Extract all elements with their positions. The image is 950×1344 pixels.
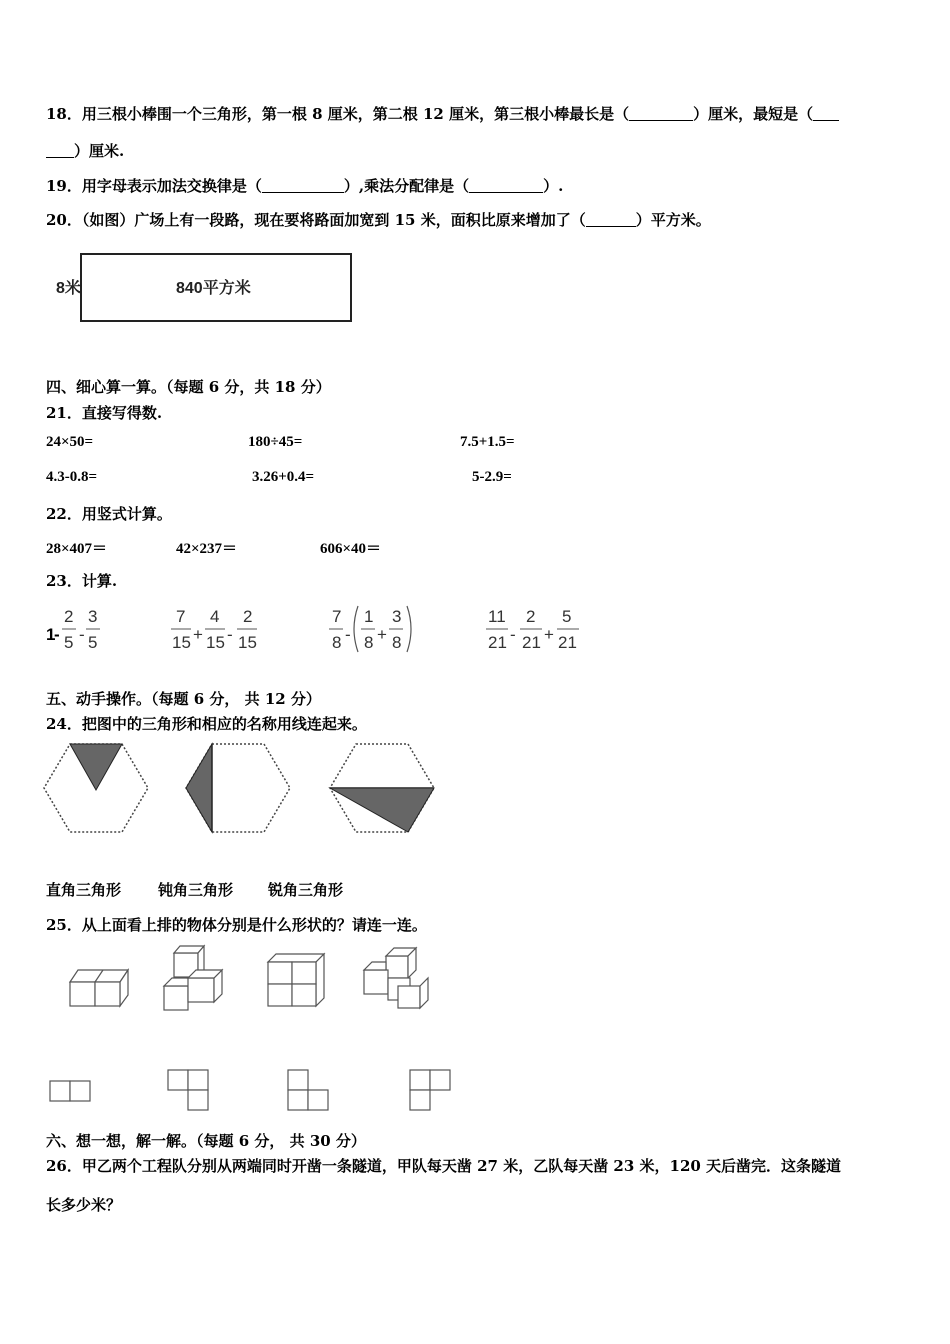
e1-f1-den: 5 [64, 633, 74, 652]
q20-text: 20．（如图）广场上有一段路，现在要将路面加宽到 15 米，面积比原来增加了（ [46, 211, 586, 229]
e3-f1-num: 7 [332, 607, 342, 626]
q18-text-end: ）厘米. [74, 142, 125, 160]
triangle-name-obtuse[interactable]: 钝角三角形 [158, 881, 234, 899]
e3-f3-num: 3 [392, 607, 402, 626]
q19-text-end: ）. [543, 177, 564, 195]
q21-item-2: 180÷45= [248, 434, 303, 450]
q22-item-3: 606×40＝ [320, 541, 382, 557]
q21-item-3: 7.5+1.5= [460, 434, 515, 450]
e3-f2-num: 1 [364, 607, 374, 626]
e3-op1: - [345, 625, 351, 644]
question-26-line1: 26．甲乙两个工程队分别从两端同时开凿一条隧道，甲队每天凿 27 米，乙队每天凿 23 米，120 天后凿完．这条隧道 [46, 1157, 842, 1175]
hexagon-right-triangle[interactable] [330, 744, 434, 832]
q21-item-6: 5-2.9= [472, 469, 512, 485]
e1-lead: 1 [46, 625, 56, 644]
question-25-title: 25．从上面看上排的物体分别是什么形状的？请连一连。 [46, 916, 427, 934]
e2-f1-num: 7 [176, 607, 186, 626]
q18-text: 18．用三根小棒围一个三角形，第一根 8 厘米，第二根 12 厘米，第三根小棒最长是（ [46, 105, 630, 123]
e3-f3-den: 8 [392, 633, 402, 652]
q23-expression-2 [171, 607, 257, 652]
e2-f2-num: 4 [210, 607, 220, 626]
e4-f2-den: 21 [522, 633, 541, 652]
q19-text: 19．用字母表示加法交换律是（ [46, 177, 262, 195]
hexagon-obtuse-triangle[interactable] [186, 744, 290, 832]
question-21-title: 21．直接写得数. [46, 404, 163, 422]
top-view-3[interactable] [288, 1070, 328, 1110]
e4-f1-den: 21 [488, 633, 507, 652]
e1-op2: - [79, 625, 85, 644]
cube-object-1[interactable] [70, 970, 128, 1006]
e4-f2-num: 2 [526, 607, 536, 626]
q22-item-2: 42×237＝ [176, 541, 238, 557]
e1-op1: - [54, 625, 60, 644]
e3-f1-den: 8 [332, 633, 342, 652]
top-view-2[interactable] [168, 1070, 208, 1110]
e4-f1-num: 11 [488, 607, 506, 626]
q18-answer-blank-shortest-cont[interactable] [46, 143, 74, 158]
road-area-label: 840平方米 [176, 280, 251, 297]
section-5-title: 五、动手操作。（每题 6 分， 共 12 分） [46, 690, 321, 708]
q23-expressions [40, 600, 620, 660]
q21-item-1: 24×50= [46, 434, 94, 450]
q22-item-1: 28×407＝ [46, 541, 108, 557]
e1-f2-den: 5 [88, 633, 98, 652]
e3-op2: + [377, 625, 387, 644]
q21-item-5: 3.26+0.4= [252, 469, 315, 485]
q23-expression-4 [486, 607, 579, 652]
road-width-label: 8米 [56, 280, 81, 297]
q20-text-end: ）平方米。 [635, 211, 711, 229]
q18-text-mid: ）厘米，最短是（ [693, 105, 814, 123]
question-20 [46, 209, 711, 230]
e1-f1-num: 2 [64, 607, 74, 626]
e2-op2: - [227, 625, 233, 644]
cube-object-3[interactable] [268, 954, 324, 1006]
q20-answer-blank[interactable] [586, 212, 636, 227]
left-paren [354, 606, 358, 652]
hexagon-acute-triangle[interactable] [44, 744, 148, 832]
q23-expression-1 [46, 607, 100, 652]
question-18-line2 [46, 140, 124, 161]
question-19 [46, 175, 563, 196]
q23-expression-3 [329, 606, 411, 652]
question-26-line2: 长多少米？ [46, 1196, 122, 1214]
top-view-4[interactable] [410, 1070, 450, 1110]
e3-f2-den: 8 [364, 633, 374, 652]
e4-f3-den: 21 [558, 633, 577, 652]
section-4-title: 四、细心算一算。（每题 6 分，共 18 分） [46, 378, 331, 396]
e4-f3-num: 5 [562, 607, 572, 626]
question-24-title: 24．把图中的三角形和相应的名称用线连起来。 [46, 715, 367, 733]
e2-f2-den: 15 [206, 633, 225, 652]
q19-answer-blank-distributive[interactable] [469, 178, 543, 193]
e4-op1: - [510, 625, 516, 644]
cube-object-2[interactable] [164, 946, 222, 1010]
q18-answer-blank-longest[interactable] [629, 106, 693, 121]
triangle-name-acute[interactable]: 锐角三角形 [268, 881, 344, 899]
q25-figures [40, 940, 460, 1120]
road-figure [40, 248, 360, 328]
q21-item-4: 4.3-0.8= [46, 469, 98, 485]
q24-hexagon-figures [40, 738, 450, 838]
q19-answer-blank-addition[interactable] [262, 178, 344, 193]
e1-f2-num: 3 [88, 607, 98, 626]
question-22-title: 22．用竖式计算。 [46, 505, 172, 523]
e2-f3-den: 15 [238, 633, 257, 652]
e4-op2: + [544, 625, 554, 644]
section-6-title: 六、想一想，解一解。（每题 6 分， 共 30 分） [46, 1132, 366, 1150]
question-18 [46, 103, 839, 124]
e2-f1-den: 15 [172, 633, 191, 652]
question-23-title: 23．计算. [46, 572, 118, 590]
q19-text-mid: ）,乘法分配律是（ [343, 177, 470, 195]
triangle-name-right[interactable]: 直角三角形 [46, 881, 122, 899]
e2-op1: + [193, 625, 203, 644]
e2-f3-num: 2 [243, 607, 253, 626]
cube-object-4[interactable] [364, 948, 428, 1008]
right-paren [407, 606, 411, 652]
q18-answer-blank-shortest[interactable] [813, 106, 839, 121]
top-view-1[interactable] [50, 1081, 90, 1101]
